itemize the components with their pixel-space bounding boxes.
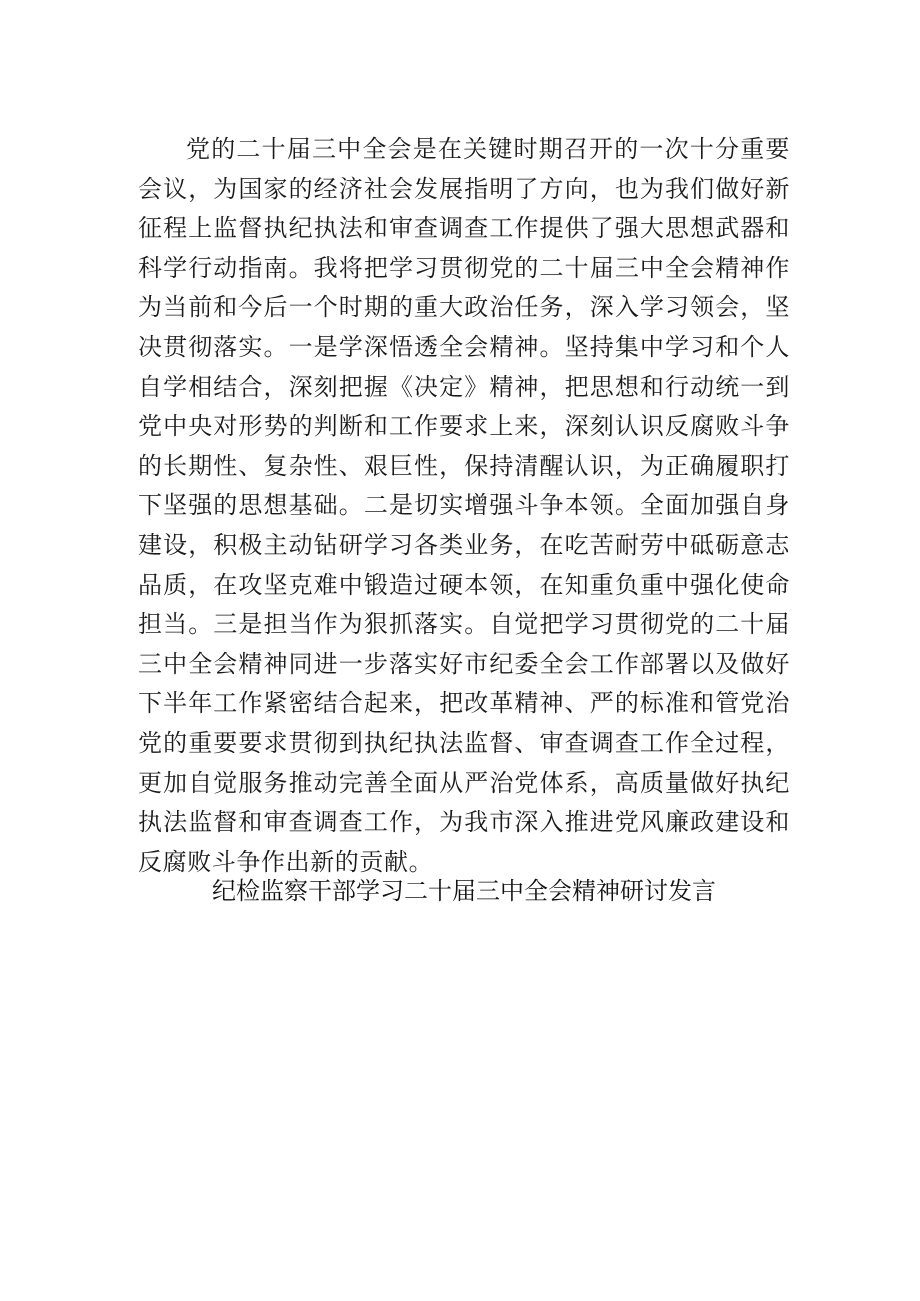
body-paragraph: 党的二十届三中全会是在关键时期召开的一次十分重要会议，为国家的经济社会发展指明了方向，也为我们做好新征程上监督执纪执法和审查调查工作提供了强大思想武器和科学行动指南。我将把学习贯彻党的二十届三中全会精神作为当前和今后一个时期的重大政治任务，深入学习领会，坚决贯彻落实。一是学深悟透全会精神。坚持集中学习和个人自学相结合，深刻把握《决定》精神，把思想和行动统一到党中央对形势的判断和工作要求上来，深刻认识反腐败斗争的长期性、复杂性、艰巨性，保持清醒认识，为正确履职打下坚强的思想基础。二是切实增强斗争本领。全面加强自身建设，积极主动钻研学习各类业务，在吃苦耐劳中砥砺意志品质，在攻坚克难中锻造过硬本领，在知重负重中强化使命担当。三是担当作为狠抓落实。自觉把学习贯彻党的二十届三中全会精神同进一步落实好市纪委全会工作部署以及做好下半年工作紧密结合起来，把改革精神、严的标准和管党治党的重要要求贯彻到执纪执法监督、审查调查工作全过程，更加自觉服务推动完善全面从严治党体系，高质量做好执纪执法监督和审查调查工作，为我市深入推进党风廉政建设和反腐败斗争作出新的贡献。 xyxy=(138,135,790,876)
section-heading: 纪检监察干部学习二十届三中全会精神研讨发言 xyxy=(212,877,716,905)
